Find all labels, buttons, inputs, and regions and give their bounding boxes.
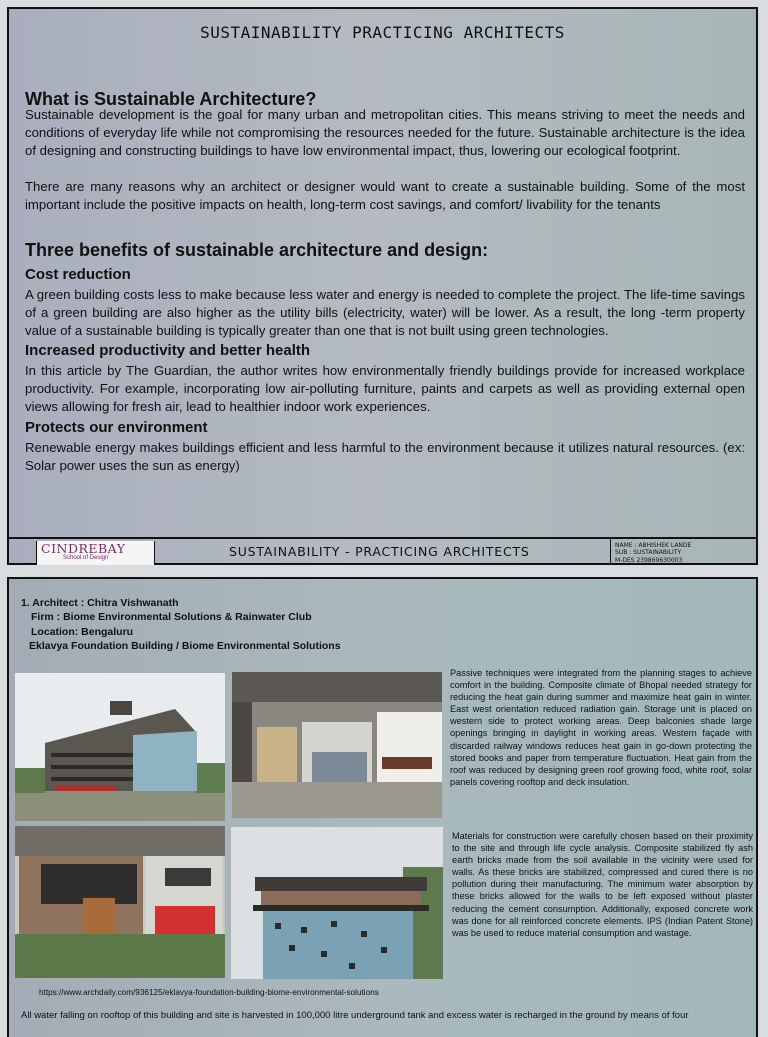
project-name: Eklavya Foundation Building / Biome Environmental Solutions	[29, 640, 341, 652]
heading-three-benefits: Three benefits of sustainable architecture and design:	[25, 240, 489, 260]
water-harvesting-text: All water falling on rooftop of this building and site is harvested in 100,000 litre underground tank and excess water is recharged in the ground by means of four	[21, 1010, 689, 1021]
building-tower-photo	[231, 827, 443, 979]
student-name: NAME : ABHISHEK LANDE	[615, 542, 692, 549]
student-id: M-DES 239869630003	[615, 556, 683, 564]
page-title: SUSTAINABILITY PRACTICING ARCHITECTS	[200, 23, 565, 42]
subject: SUB : SUSTAINABILITY	[615, 549, 682, 557]
paragraph-cost-reduction: A green building costs less to make because less water and energy is needed to complete the project. The life-time savings of a green building are also higher as the utility bills (electricity, water) will be lower. As a result, the long -term property value of a sustainable building is typically greater than one that is not built using green technologies.	[25, 287, 745, 338]
project-location: Location: Bengaluru	[31, 626, 134, 638]
subheading-environment: Protects our environment	[25, 419, 208, 436]
footer-title: SUSTAINABILITY - PRACTICING ARCHITECTS	[229, 544, 530, 559]
source-link[interactable]: https://www.archdaily.com/936125/eklavya-foundation-building-biome-environmental-solutions	[39, 988, 379, 997]
building-interior-photo	[232, 672, 442, 818]
student-info	[610, 539, 758, 565]
passive-techniques-text: Passive techniques were integrated from the planning stages to achieve comfort in the building. Composite climate of Bhopal needed strategy for reducing the heat gain during summer and maximize heat gain in winter. East west orientation reduced radiation gain. Storage unit is placed on western side to protect working areas. Deep balconies shade large openings bringing in daylight in working areas. Western façade with discarded railway windows reduces heat gain in go-down protecting the stored books and paper from temperature fluctuation. Heat gain from the roof was reduced by designing green roof growing food, white roof, solar panels covering rooftop and deck insulation.	[450, 668, 752, 787]
page-1	[7, 7, 758, 565]
paragraph-productivity: In this article by The Guardian, the author writes how environmentally friendly buildings provide for increased workplace productivity. For example, incorporating low air-polluting furniture, paints and carpets as well as providing external open views allowing for fresh air, lead to healthier indoor work experiences.	[25, 363, 745, 414]
subheading-cost-reduction: Cost reduction	[25, 266, 131, 283]
building-exterior-photo	[15, 673, 225, 821]
paragraph-environment: Renewable energy makes buildings efficient and less harmful to the environment because it utilizes natural resources. (ex: Solar power uses the sun as energy)	[25, 440, 745, 473]
subheading-productivity: Increased productivity and better health	[25, 342, 311, 359]
page-footer	[9, 537, 756, 565]
logo-tagline: School of Design	[63, 555, 109, 561]
paragraph-reasons: There are many reasons why an architect or designer would want to create a sustainable building. Some of the most important include the positive impacts on health, long-term cost savings, and comfort/ livability for the tenants	[25, 179, 745, 212]
building-facade-photo	[15, 826, 225, 978]
architect-name: 1. Architect : Chitra Vishwanath	[21, 597, 179, 609]
school-logo	[36, 541, 155, 565]
heading-what-is: What is Sustainable Architecture?	[25, 89, 317, 109]
paragraph-definition: Sustainable development is the goal for many urban and metropolitan cities. This means striving to meet the needs and conditions of everyday life while not compromising the resources needed for the future. Sustainable architecture is the idea of designing and constructing buildings to have low environmental impact, thus, lowering our ecological footprint.	[25, 107, 745, 158]
logo-wordmark: CINDREBAY	[41, 541, 126, 556]
materials-text: Materials for construction were carefully chosen based on their proximity to the site and through life cycle analysis. Composite stabilized fly ash earth bricks made from the soil available in the vicinity were used for walls. As these bricks are stabilized, compressed and cured there is no pollution during their manufacturing. The minimum water absorption by these bricks allowed for the walls to be left exposed without plaster reducing the cement consumption. Additionally, exposed concrete work was done for all reinforced concrete elements. IPS (Indian Patent Stone) was be used to reduce material consumption and wastage.	[452, 831, 753, 938]
page-2	[7, 577, 758, 1037]
firm-name: Firm : Biome Environmental Solutions & Rainwater Club	[31, 611, 312, 623]
